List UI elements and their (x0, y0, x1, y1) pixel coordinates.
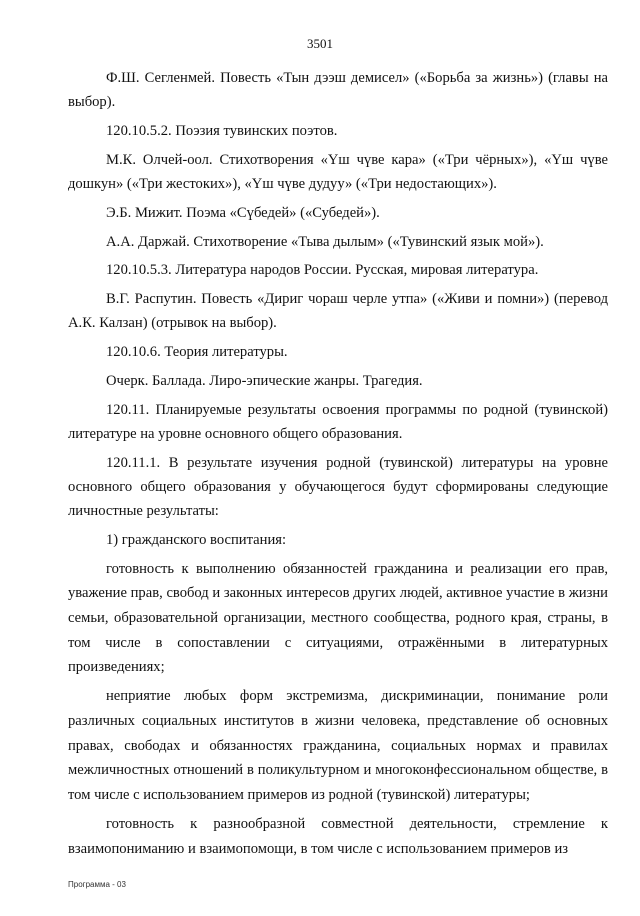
paragraph: Ф.Ш. Сегленмей. Повесть «Тын дээш демисел» («Борьба за жизнь») (главы на выбор). (68, 70, 608, 111)
paragraph: 120.11.1. В результате изучения родной (тувинской) литературы на уровне основного общего образования у обучающегося будут сформированы следующие личностные результаты: (68, 454, 608, 520)
paragraph: 120.11. Планируемые результаты освоения программы по родной (тувинской) литературе на уровне основного общего образования. (68, 401, 608, 442)
paragraph: 1) гражданского воспитания: (106, 531, 287, 548)
paragraph: В.Г. Распутин. Повесть «Дириг чораш черле утпа» («Живи и помни») (перевод А.К. Калзан) (отрывок на выбор). (68, 291, 608, 332)
paragraph: Э.Б. Мижит. Поэма «Сүбедей» («Субедей»). (106, 204, 380, 221)
document-body (68, 66, 608, 866)
paragraph: готовность к выполнению обязанностей гражданина и реализации его прав, уважение прав, свобод и законных интересов других людей, активное участие в жизни семьи, образовательной организации, местного сообщества, родного края, страны, в том числе в сопоставлении с ситуациями, отражёнными в литературных произведениях; (68, 560, 608, 676)
paragraph: 120.10.5.3. Литература народов России. Русская, мировая литература. (106, 262, 539, 279)
paragraph: готовность к разнообразной совместной деятельности, стремление к взаимопониманию и взаимопомощи, в том числе с использованием примеров из (68, 815, 608, 857)
paragraph: неприятие любых форм экстремизма, дискриминации, понимание роли различных социальных институтов в жизни человека, представление об основных правах, свободах и обязанностях гражданина, социальных нормах и правилах межличностных отношений в поликультурном и многоконфессиональном обществе, в том числе с использованием примеров из родной (тувинской) литературы; (68, 688, 608, 803)
paragraph: 120.10.5.2. Поэзия тувинских поэтов. (106, 123, 338, 139)
paragraph: 120.10.6. Теория литературы. (106, 344, 288, 361)
footer-label: Программа - 03 (68, 880, 126, 889)
paragraph: А.А. Даржай. Стихотворение «Тыва дылым» («Тувинский язык мой»). (106, 233, 544, 250)
page-number: 3501 (307, 36, 333, 51)
paragraph: М.К. Олчей-оол. Стихотворения «Үш чүве кара» («Три чёрных»), «Үш чүве дошкун» («Три жестоких»), «Үш чүве дудуу» («Три недостающих»). (68, 151, 608, 192)
paragraph: Очерк. Баллада. Лиро-эпические жанры. Трагедия. (106, 372, 423, 389)
